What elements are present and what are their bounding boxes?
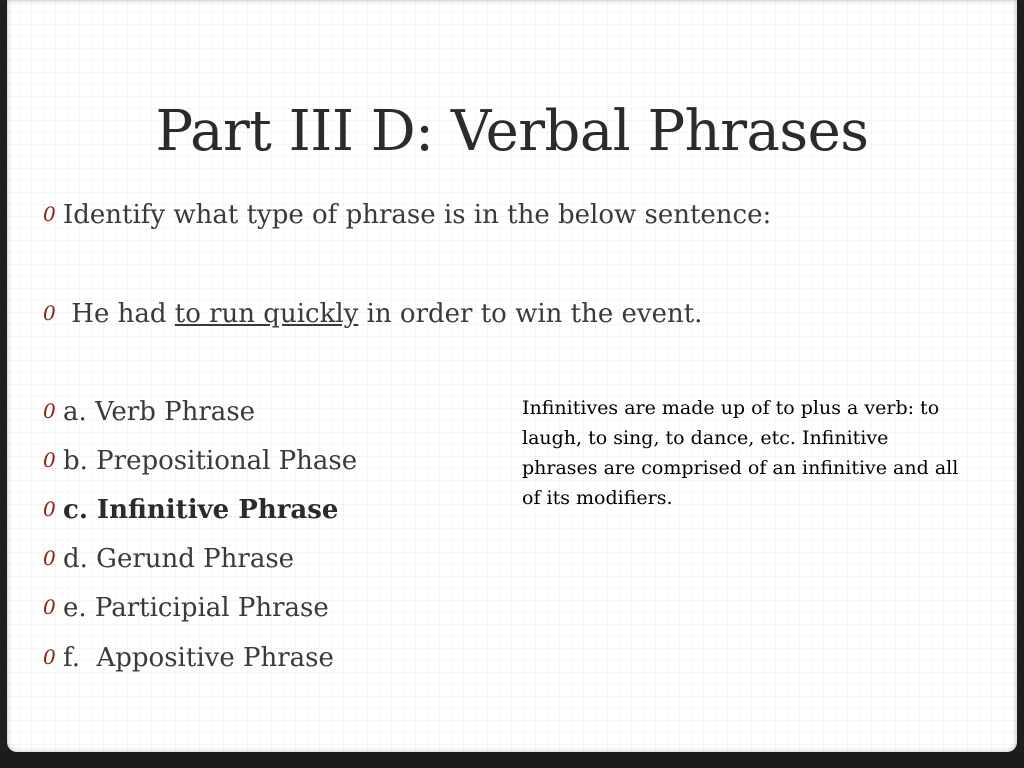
option-text-answer: c. Infinitive Phrase — [63, 495, 339, 525]
option-text: b. Prepositional Phase — [63, 446, 358, 476]
option-text: d. Gerund Phrase — [63, 544, 295, 574]
bullet-icon: 0 — [43, 497, 56, 521]
bullet-icon: 0 — [43, 448, 56, 472]
bullet-icon: 0 — [43, 202, 56, 226]
option-f — [43, 640, 334, 675]
bullet-icon: 0 — [43, 595, 56, 619]
sentence-bullet — [43, 296, 702, 331]
option-a — [43, 394, 255, 429]
sentence-underlined-phrase: to run quickly — [174, 299, 359, 329]
bottom-border — [0, 752, 1024, 768]
option-e — [43, 590, 329, 625]
bullet-icon: 0 — [43, 301, 56, 325]
bullet-icon: 0 — [43, 645, 56, 669]
question-bullet — [43, 197, 771, 232]
slide-title: Part III D: Verbal Phrases — [155, 99, 869, 164]
bullet-icon: 0 — [43, 399, 56, 423]
sentence-before: He had — [63, 299, 175, 329]
option-c — [43, 492, 338, 527]
option-d — [43, 541, 294, 576]
option-b — [43, 443, 357, 478]
sentence-after: in order to win the event. — [358, 299, 703, 329]
question-text: Identify what type of phrase is in the below sentence: — [63, 200, 772, 230]
slide — [7, 0, 1017, 752]
option-text: e. Participial Phrase — [63, 593, 329, 623]
option-text: f. Appositive Phrase — [63, 643, 334, 673]
option-text: a. Verb Phrase — [63, 397, 256, 427]
infinitive-note: Infinitives are made up of to plus a verb: to laugh, to sing, to dance, etc. Infinitive phrases are comprised of an infinitive and all of its modifiers. — [522, 397, 959, 509]
bullet-icon: 0 — [43, 546, 56, 570]
